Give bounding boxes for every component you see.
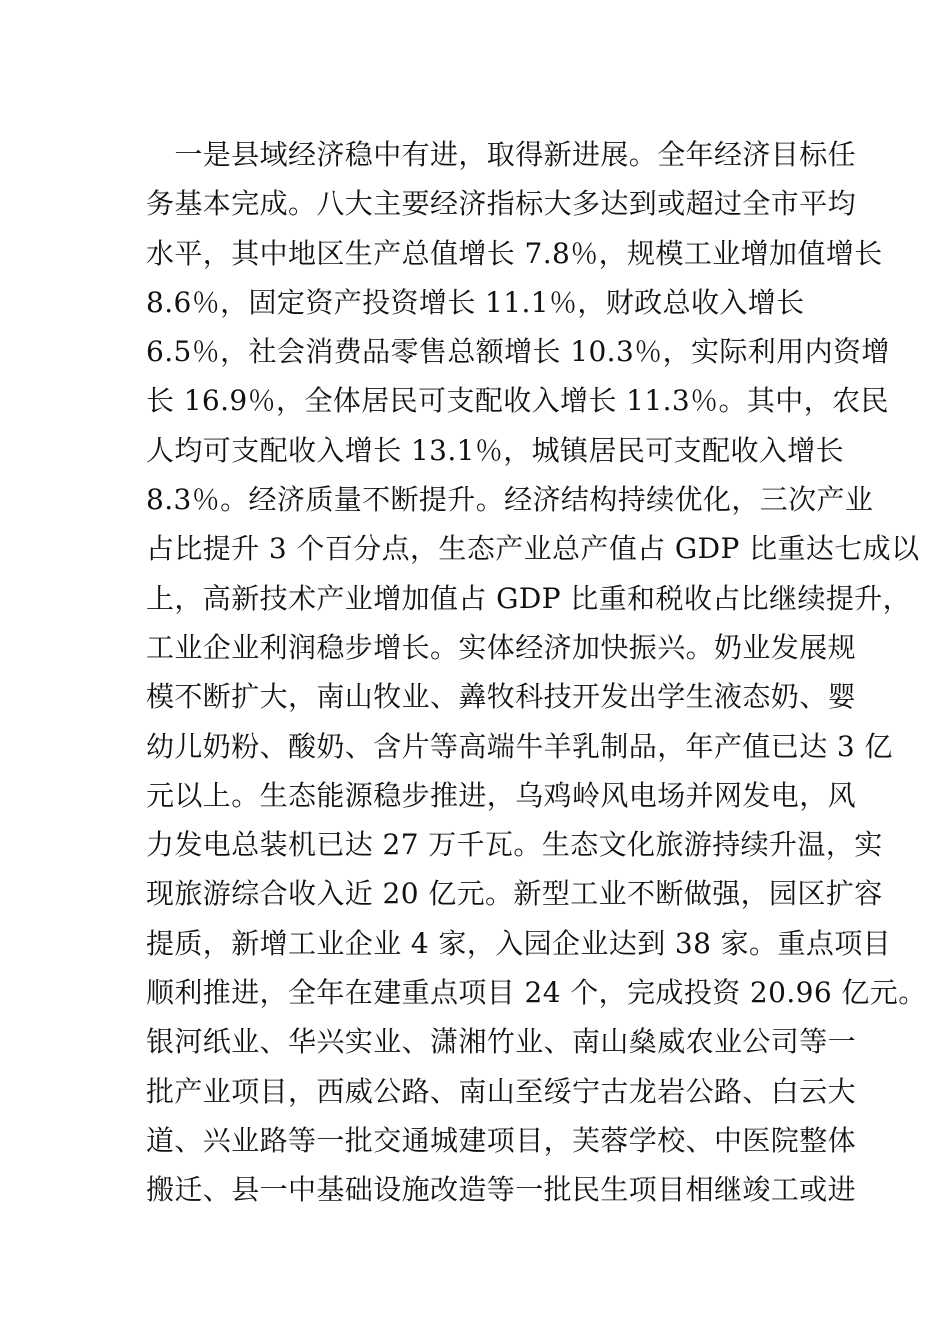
text-line: 提质，新增工业企业 4 家，入园企业达到 38 家。重点项目 — [146, 926, 892, 960]
text-line: 长 16.9％，全体居民可支配收入增长 11.3％。其中，农民 — [146, 384, 889, 418]
body-paragraph — [146, 130, 927, 1215]
text-line: 上，高新技术产业增加值占 GDP 比重和税收占比继续提升， — [146, 581, 912, 615]
text-line: 批产业项目，西威公路、南山至绥宁古龙岩公路、白云大 — [146, 1074, 857, 1108]
text-line: 水平，其中地区生产总值增长 7.8％，规模工业增加值增长 — [146, 236, 883, 270]
text-line: 一是县域经济稳中有进，取得新进展。全年经济目标任 — [146, 138, 857, 171]
text-line: 元以上。生态能源稳步推进，乌鸡岭风电场并网发电，风 — [146, 778, 857, 812]
text-line: 道、兴业路等一批交通城建项目，芙蓉学校、中医院整体 — [146, 1123, 857, 1157]
text-line: 幼儿奶粉、酸奶、含片等高端牛羊乳制品，年产值已达 3 亿 — [146, 729, 893, 763]
text-line: 银河纸业、华兴实业、潇湘竹业、南山燊威农业公司等一 — [146, 1025, 857, 1059]
text-line: 6.5％，社会消费品零售总额增长 10.3％，实际利用内资增 — [146, 335, 890, 369]
text-line: 现旅游综合收入近 20 亿元。新型工业不断做强，园区扩容 — [146, 877, 883, 911]
text-line: 模不断扩大，南山牧业、羴牧科技开发出学生液态奶、婴 — [146, 680, 857, 714]
text-line: 8.3％。经济质量不断提升。经济结构持续优化，三次产业 — [146, 483, 874, 517]
text-line: 8.6％，固定资产投资增长 11.1％，财政总收入增长 — [146, 285, 805, 319]
text-line: 顺利推进，全年在建重点项目 24 个，完成投资 20.96 亿元。 — [146, 976, 927, 1010]
text-line: 力发电总装机已达 27 万千瓦。生态文化旅游持续升温，实 — [146, 828, 883, 862]
text-line: 人均可支配收入增长 13.1％，城镇居民可支配收入增长 — [146, 433, 845, 467]
text-line: 占比提升 3 个百分点，生态产业总产值占 GDP 比重达七成以 — [146, 532, 920, 566]
text-line: 搬迁、县一中基础设施改造等一批民生项目相继竣工或进 — [146, 1173, 857, 1207]
text-line: 工业企业利润稳步增长。实体经济加快振兴。奶业发展规 — [146, 630, 857, 664]
text-line: 务基本完成。八大主要经济指标大多达到或超过全市平均 — [146, 187, 857, 221]
